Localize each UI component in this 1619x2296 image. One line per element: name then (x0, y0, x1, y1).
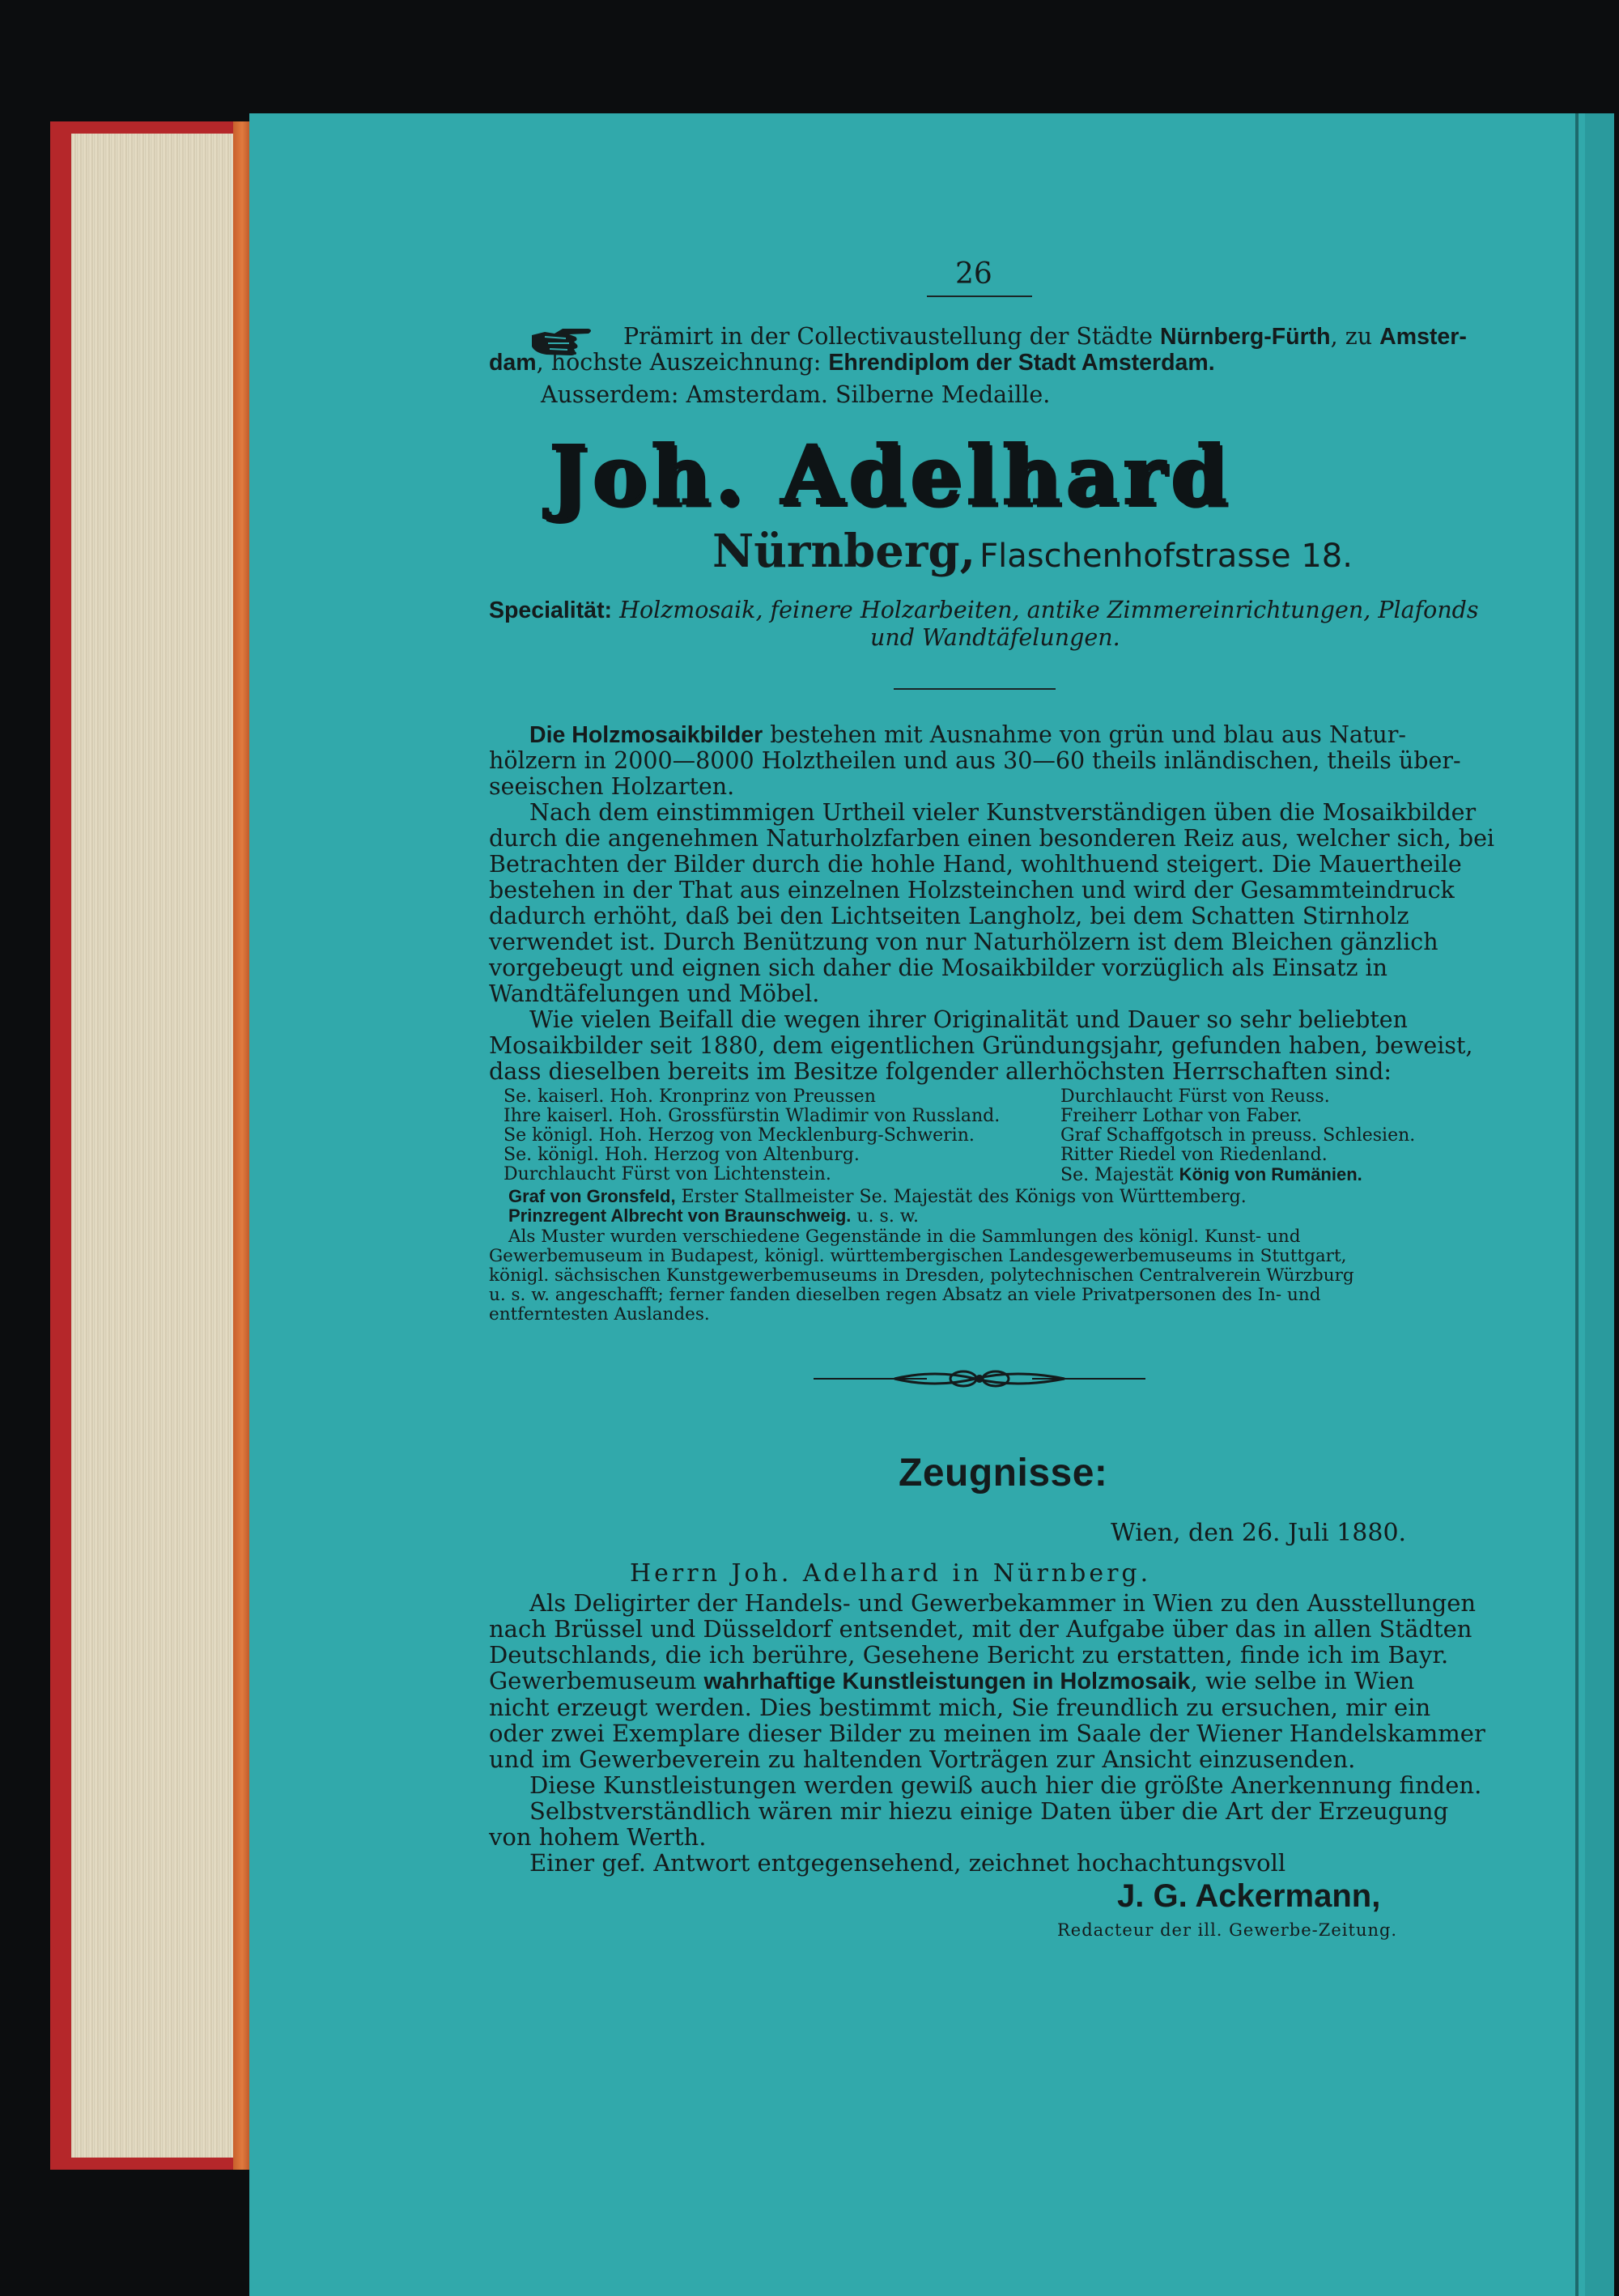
paragraph-3 (489, 1006, 1473, 1085)
letter-line: von hohem Werth. (489, 1823, 707, 1851)
patron-entry: Graf Schaffgotsch in preuss. Schlesien. (1060, 1125, 1416, 1146)
letter-date: Wien, den 26. Juli 1880. (1111, 1519, 1407, 1547)
page-number-rule (927, 296, 1032, 297)
holzmosaik-heading: Die Holzmosaikbilder (529, 722, 763, 748)
letter-text: , wie selbe in Wien (1190, 1667, 1415, 1694)
patron-prinzregent (508, 1206, 919, 1227)
award-city-amsterdam: Amster- (1379, 324, 1467, 350)
paragraph-line: Wandtäfelungen und Möbel. (489, 980, 820, 1007)
firm-street: Flaschenhofstrasse 18. (979, 538, 1353, 575)
patron-gronsfeld (508, 1187, 1247, 1207)
patron-entry: Durchlaucht Fürst von Lichtenstein. (504, 1164, 831, 1184)
spine-edge (233, 121, 251, 2170)
letter-line: oder zwei Exemplare dieser Bilder zu meinen im Saale der Wiener Handelskammer (489, 1720, 1485, 1747)
firm-name: Joh. Adelhard (549, 427, 1232, 523)
paragraph-line: königl. sächsischen Kunstgewerbemuseums in Dresden, polytechnischen Centralverein Würzburg (489, 1265, 1354, 1286)
speciality-line-2: und Wandtäfelungen. (870, 624, 1120, 651)
letter-text: Gewerbemuseum (489, 1667, 704, 1694)
testimonials-heading: Zeugnisse: (899, 1452, 1108, 1495)
paragraph-line: hölzern in 2000—8000 Holztheilen und aus 30—60 theils inländischen, theils über- (489, 747, 1461, 774)
paragraph-2 (489, 799, 1495, 1007)
patron-entry: Durchlaucht Fürst von Reuss. (1060, 1086, 1330, 1107)
museum-paragraph (489, 1227, 1472, 1324)
award-cities: Nürnberg-Fürth (1160, 324, 1331, 350)
firm-address (712, 525, 1353, 578)
next-page-edge (1585, 113, 1614, 2296)
paragraph-line: verwendet ist. Durch Benützung von nur Naturhölzern ist dem Bleichen gänzlich (489, 929, 1438, 955)
paragraph-line: entferntesten Auslandes. (489, 1304, 710, 1324)
award-city-amsterdam: dam (489, 350, 537, 376)
paragraph-line: Wie vielen Beifall die wegen ihrer Originalität und Dauer so sehr beliebten (529, 1006, 1409, 1033)
paragraph-line: seeischen Holzarten. (489, 773, 735, 800)
patron-entry: Se. kaiserl. Hoh. Kronprinz von Preussen (504, 1086, 876, 1107)
paragraph-line: Gewerbemuseum in Budapest, königl. württembergischen Landesgewerbemuseums in Stuttgart, (489, 1246, 1347, 1266)
paragraph-text: bestehen mit Ausnahme von grün und blau aus Natur- (763, 721, 1406, 748)
letter-line: nach Brüssel und Düsseldorf entsendet, mit der Aufgabe über das in allen Städten (489, 1615, 1472, 1643)
patron-entry: Se königl. Hoh. Herzog von Mecklenburg-Schwerin. (504, 1125, 975, 1146)
page-gutter (1575, 113, 1579, 2296)
patron-entry: Ihre kaiserl. Hoh. Grossfürstin Wladimir von Russland. (504, 1106, 1001, 1126)
paragraph-line: Nach dem einstimmigen Urtheil vieler Kunstverständigen üben die Mosaikbilder (529, 799, 1477, 826)
paragraph-line: dadurch erhöht, daß bei den Lichtseiten Langholz, bei dem Schatten Stirnholz (489, 903, 1409, 929)
letter-line: und im Gewerbeverein zu haltenden Vorträgen zur Ansicht einzusenden. (489, 1745, 1356, 1773)
patron-text: Se. Majestät (1060, 1165, 1179, 1185)
letter-line: Selbstverständlich wären mir hiezu einige Daten über die Art der Erzeugung (529, 1797, 1449, 1825)
letter-line: Deutschlands, die ich berühre, Gesehene Bericht zu erstatten, finde ich im Bayr. (489, 1641, 1449, 1669)
paragraph-line: Betrachten der Bilder durch die hohle Hand, wohlthuend steigert. Die Mauertheile (489, 851, 1462, 878)
paragraph-line: u. s. w. angeschafft; ferner fanden dieselben regen Absatz an viele Privatpersonen des In- und (489, 1285, 1321, 1305)
letter-highlight: wahrhaftige Kunstleistungen in Holzmosaik (703, 1669, 1191, 1694)
paragraph-line: Mosaikbilder seit 1880, dem eigentlichen Gründungsjahr, gefunden haben, beweist, (489, 1032, 1473, 1059)
patron-text: Erster Stallmeister Se. Majestät des Königs von Württemberg. (675, 1187, 1247, 1207)
page-edges (71, 134, 233, 2158)
patron-entry: Freiherr Lothar von Faber. (1060, 1106, 1302, 1126)
award-text: Prämirt in der Collectivaustellung der Städte (623, 323, 1161, 350)
paragraph-1 (489, 722, 1468, 800)
patron-entry (1060, 1165, 1415, 1185)
award-line-2 (489, 350, 1215, 376)
signature-title: Redacteur der ill. Gewerbe-Zeitung. (1057, 1920, 1398, 1940)
speciality-line-1 (489, 597, 1479, 623)
paragraph-line: vorgebeugt und eignen sich daher die Mosaikbilder vorzüglich als Einsatz in (489, 955, 1388, 981)
patron-text: u. s. w. (851, 1206, 920, 1227)
speciality-text: Holzmosaik, feinere Holzarbeiten, antike Zimmereinrichtungen, Plafonds (619, 597, 1479, 623)
firm-city: Nürnberg, (712, 525, 976, 578)
patron-prinzregent-name: Prinzregent Albrecht von Braunschweig. (508, 1205, 852, 1226)
award-line-3: Ausserdem: Amsterdam. Silberne Medaille. (541, 381, 1051, 408)
patron-entry: Se. königl. Hoh. Herzog von Altenburg. (504, 1145, 860, 1165)
award-line-1 (623, 324, 1467, 350)
paragraph-line: Als Muster wurden verschiedene Gegenstände in die Sammlungen des königl. Kunst- und (508, 1227, 1301, 1247)
patrons-left-column (504, 1087, 1000, 1184)
letter-body (489, 1589, 1485, 1877)
letter-line (489, 1668, 1472, 1694)
paragraph-line: dass dieselben bereits im Besitze folgender allerhöchsten Herrschaften sind: (489, 1058, 1392, 1085)
letter-line: Als Deligirter der Handels- und Gewerbekammer in Wien zu den Ausstellungen (529, 1589, 1477, 1617)
page-number: 26 (955, 257, 992, 291)
letter-line: Diese Kunstleistungen werden gewiß auch hier die größte Anerkennung finden. (529, 1771, 1482, 1799)
letter-salutation: Herrn Joh. Adelhard in Nürnberg. (630, 1559, 1152, 1588)
paragraph-line: bestehen in der That aus einzelnen Holzsteinchen und wird der Gesammteindruck (489, 877, 1455, 904)
letter-line: nicht erzeugt werden. Dies bestimmt mich, Sie freundlich zu ersuchen, mir ein (489, 1694, 1431, 1721)
speciality-label: Specialität: (489, 597, 613, 623)
patron-king-romania: König von Rumänien. (1179, 1164, 1362, 1184)
award-diploma: Ehrendiplom der Stadt Amsterdam. (828, 350, 1215, 376)
award-text: , höchste Auszeichnung: (536, 349, 829, 376)
ornament-divider-icon (814, 1365, 1145, 1392)
section-rule (894, 688, 1056, 690)
letter-line: Einer gef. Antwort entgegensehend, zeichnet hochachtungsvoll (529, 1849, 1286, 1877)
patron-gronsfeld-name: Graf von Gronsfeld, (508, 1186, 676, 1206)
paragraph-line: durch die angenehmen Naturholzfarben einen besonderen Reiz aus, welcher sich, bei (489, 825, 1495, 852)
signature-name: J. G. Ackermann, (1117, 1878, 1381, 1914)
award-text: , zu (1330, 323, 1380, 350)
patrons-right-column (1060, 1087, 1415, 1185)
patron-entry: Ritter Riedel von Riedenland. (1060, 1145, 1328, 1165)
